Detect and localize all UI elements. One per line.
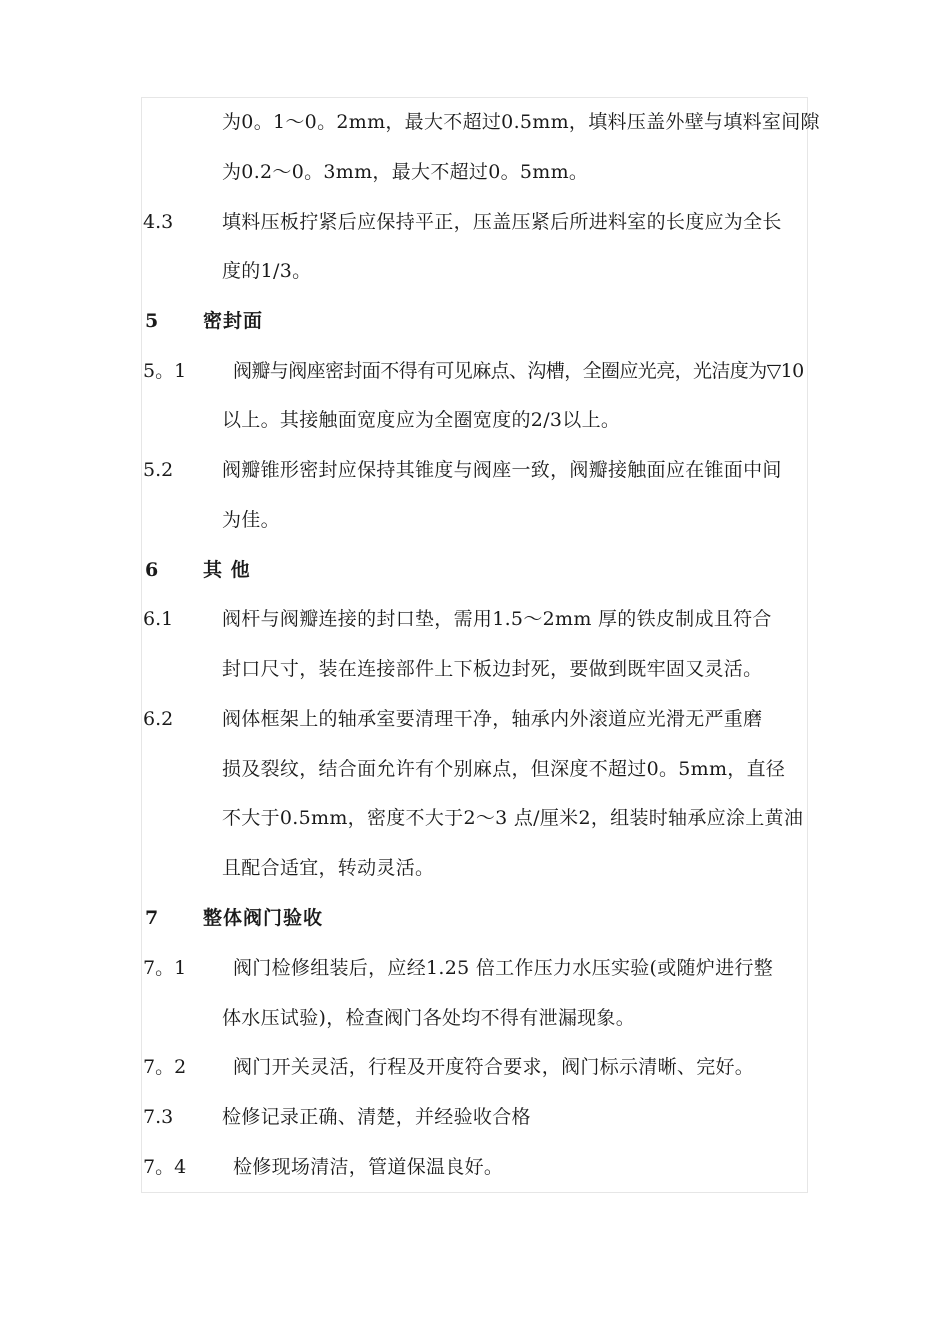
section-heading: 整体阀门验收 [203, 907, 324, 929]
text-line: 体水压试验)，检查阀门各处均不得有泄漏现象。 [222, 1007, 636, 1029]
item-number: 5.2 [143, 459, 174, 481]
item-number: 7.3 [143, 1106, 174, 1128]
item-number: 7。2 [143, 1056, 187, 1078]
item-number: 6.2 [143, 708, 174, 730]
text-line: 阀门检修组装后，应经1.25 倍工作压力水压实验(或随炉进行整 [233, 957, 774, 979]
text-line: 检修现场清洁，管道保温良好。 [233, 1156, 504, 1178]
text-line: 且配合适宜，转动灵活。 [222, 857, 435, 879]
text-line: 为佳。 [222, 509, 280, 531]
text-line: 阀杆与阀瓣连接的封口垫，需用1.5～2mm 厚的铁皮制成且符合 [222, 608, 772, 630]
item-number: 4.3 [143, 211, 174, 233]
text-line: 阀门开关灵活，行程及开度符合要求，阀门标示清晰、完好。 [233, 1056, 755, 1078]
item-number: 6.1 [143, 608, 174, 630]
text-line: 检修记录正确、清楚，并经验收合格 [222, 1106, 531, 1128]
text-line: 阀瓣与阀座密封面不得有可见麻点、沟槽，全圈应光亮，光洁度为▽10 [233, 360, 804, 382]
section-number: 5 [145, 310, 159, 332]
section-number: 7 [145, 907, 159, 929]
text-line: 封口尺寸，装在连接部件上下板边封死，要做到既牢固又灵活。 [222, 658, 763, 680]
item-number: 5。1 [143, 360, 187, 382]
section-heading: 其 他 [203, 559, 251, 581]
text-line: 度的1/3。 [222, 260, 312, 282]
text-line: 不大于0.5mm，密度不大于2～3 点/厘米2，组装时轴承应涂上黄油 [222, 807, 804, 829]
text-line: 阀体框架上的轴承室要清理干净，轴承内外滚道应光滑无严重磨 [222, 708, 763, 730]
text-line: 填料压板拧紧后应保持平正，压盖压紧后所进料室的长度应为全长 [222, 211, 782, 233]
text-line: 为0。1～0。2mm，最大不超过0.5mm，填料压盖外壁与填料室间隙 [222, 111, 820, 133]
item-number: 7。1 [143, 957, 187, 979]
text-line: 损及裂纹，结合面允许有个别麻点，但深度不超过0。5mm，直径 [222, 758, 786, 780]
text-line: 为0.2～0。3mm，最大不超过0。5mm。 [222, 161, 589, 183]
text-line: 以上。其接触面宽度应为全圈宽度的2/3以上。 [222, 409, 621, 431]
section-heading: 密封面 [203, 310, 264, 332]
text-line: 阀瓣锥形密封应保持其锥度与阀座一致，阀瓣接触面应在锥面中间 [222, 459, 782, 481]
item-number: 7。4 [143, 1156, 187, 1178]
section-number: 6 [145, 559, 159, 581]
